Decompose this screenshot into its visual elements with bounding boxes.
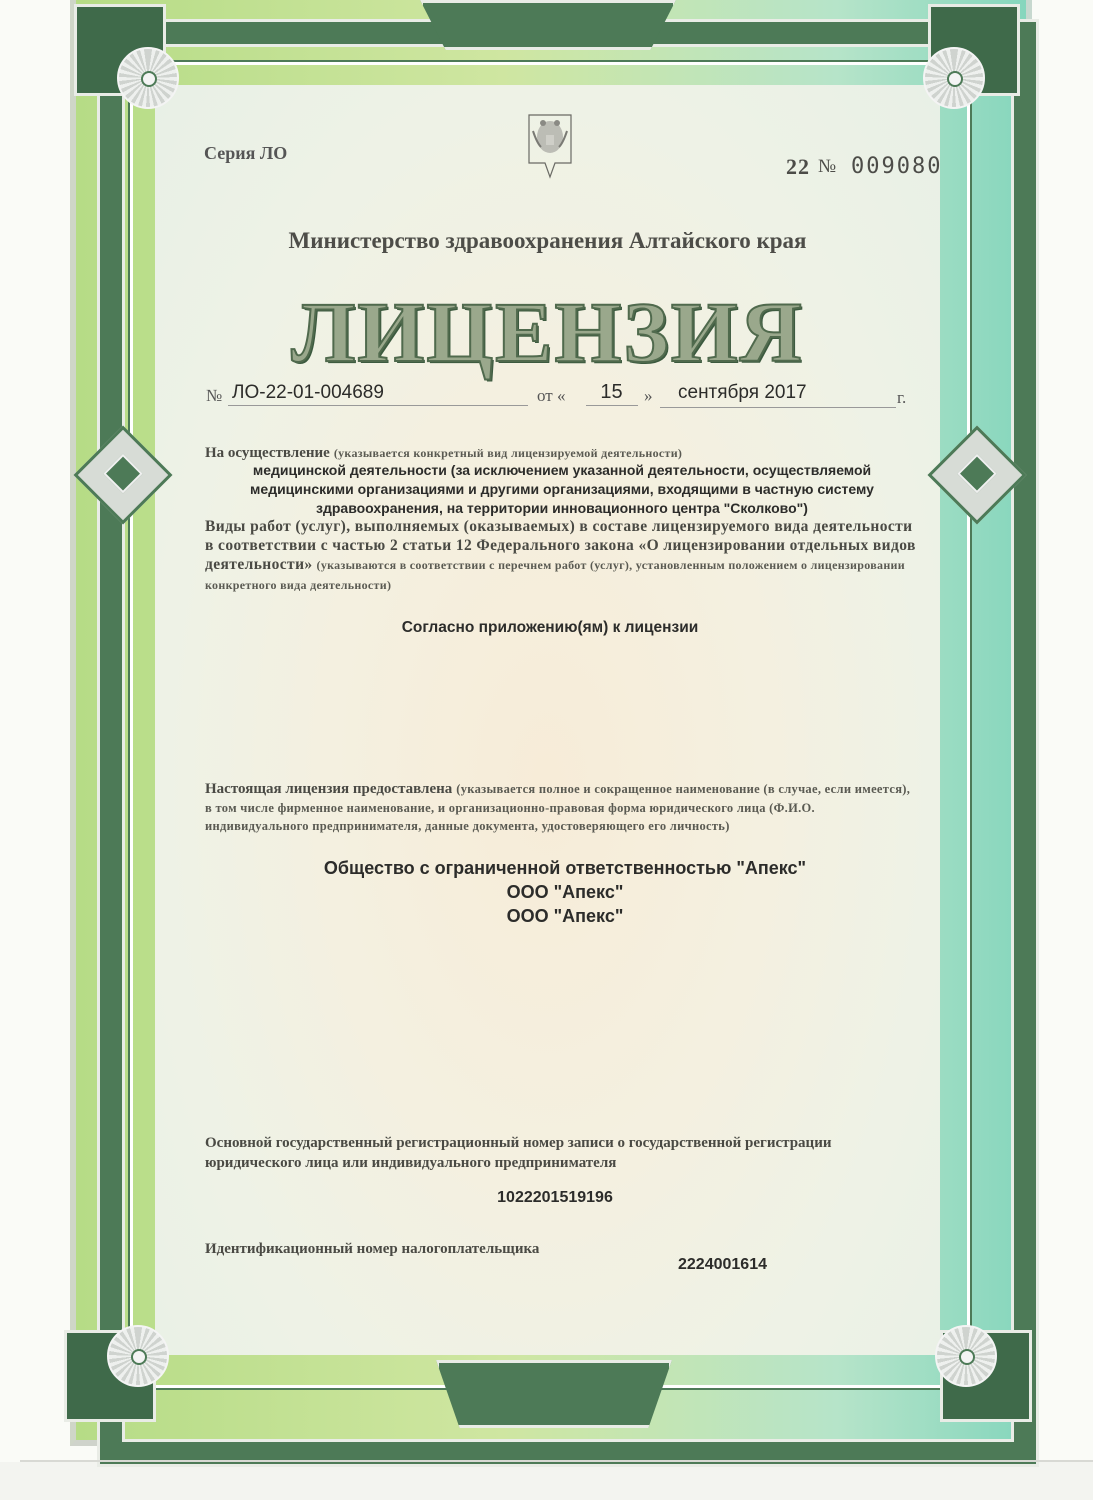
licensee-label: Настоящая лицензия предоставлена <box>205 781 453 797</box>
works-value: Согласно приложению(ям) к лицензии <box>401 619 699 636</box>
license-number: ЛО-22-01-004689 <box>232 382 384 403</box>
date-quote-close: » <box>644 386 653 405</box>
license-day: 15 <box>600 381 623 403</box>
license-number-sign: № <box>206 386 223 405</box>
bottom-center-ornament <box>436 1360 672 1428</box>
document-title: ЛИЦЕНЗИЯ <box>291 284 804 380</box>
rosette-icon <box>923 47 985 109</box>
license-number-underline <box>228 405 528 406</box>
works-hint: (указываются в соответствии с перечнем работ (услуг), установленным положением о лицензировании конкретного вида деятельности) <box>205 558 905 592</box>
ogrn-value: 1022201519196 <box>497 1189 613 1206</box>
license-month-year: сентября 2017 <box>678 382 807 403</box>
corner-ornament-bottom-left <box>64 1330 156 1422</box>
rosette-icon <box>107 1325 169 1387</box>
activity-value: медицинской деятельности (за исключением указанной деятельности, осуществляемой медицинскими организациями и другими организациями, входящими в частную систему здравоохранения, на территории инновационного центра "Сколково") <box>250 462 874 516</box>
year-suffix: г. <box>897 388 907 407</box>
issuing-authority: Министерство здравоохранения Алтайского края <box>288 228 807 253</box>
inn-label: Идентификационный номер налогоплательщика <box>205 1241 540 1257</box>
day-underline <box>586 405 638 406</box>
serial-number-sign: № <box>818 156 837 177</box>
licensee-short-name: ООО "Апекс" <box>506 882 624 902</box>
corner-ornament-bottom-right <box>940 1330 1032 1422</box>
series-number: 22 <box>786 154 810 179</box>
month-year-underline <box>660 407 896 408</box>
serial-number: 009080 <box>851 154 943 179</box>
works-section <box>205 517 920 595</box>
corner-ornament-top-left <box>74 4 166 96</box>
activity-section-label <box>205 444 925 462</box>
rosette-icon <box>117 47 179 109</box>
works-label: Виды работ (услуг), выполняемых (оказываемых) в составе лицензируемого вида деятельности в соответствии с частью 2 статьи 12 Федерального закона «О лицензировании отдельных видов деятельности» <box>205 518 916 573</box>
top-center-ornament <box>420 0 676 50</box>
series-label: Серия ЛО <box>204 143 288 163</box>
activity-label: На осуществление <box>205 445 330 461</box>
licensee-hint: (указывается полное и сокращенное наименование (в случае, если имеется), в том числе фирменное наименование, и организационно-правовая форма юридического лица (Ф.И.О. индивидуального предпринимателя, данные документа, удостоверяющего его личность) <box>205 782 911 833</box>
rosette-icon <box>935 1325 997 1387</box>
licensee-section <box>205 780 920 836</box>
ogrn-label: Основной государственный регистрационный номер записи о государственной регистрации юридического лица или индивидуального предпринимателя <box>205 1135 832 1171</box>
activity-hint: (указывается конкретный вид лицензируемой деятельности) <box>333 446 683 460</box>
inn-value: 2224001614 <box>678 1256 767 1273</box>
licensee-full-name: Общество с ограниченной ответственностью "Апекс" <box>323 858 807 878</box>
licensee-names <box>195 856 935 928</box>
corner-ornament-top-right <box>928 4 1020 96</box>
date-from-label: от « <box>537 386 566 405</box>
coat-of-arms-icon <box>527 113 573 179</box>
licensee-brand-name: ООО "Апекс" <box>506 906 624 926</box>
sheet-edge-shadow <box>20 1460 1093 1462</box>
